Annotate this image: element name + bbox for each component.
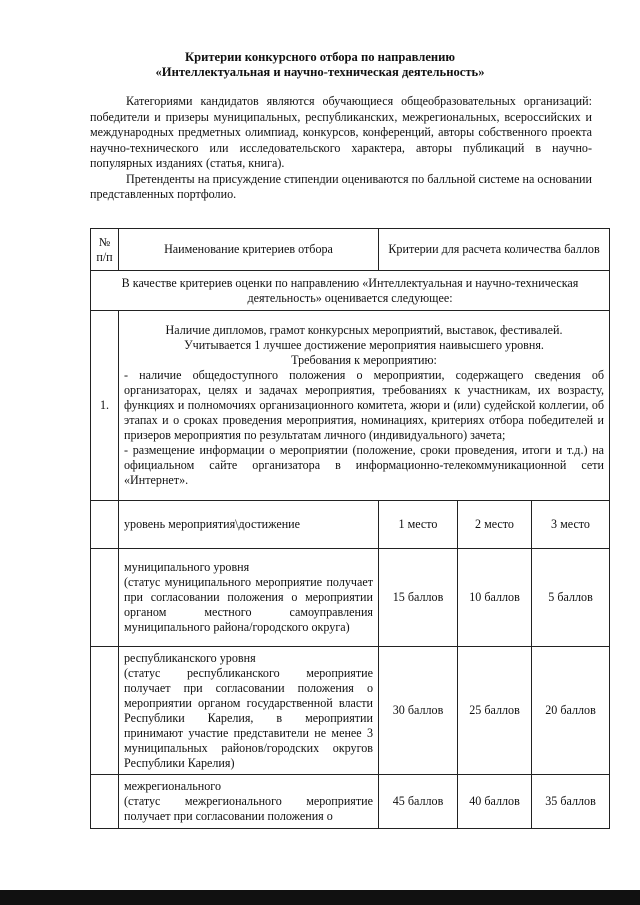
item-1-line-1: Наличие дипломов, грамот конкурсных мероприятий, выставок, фестивалей. (165, 323, 563, 337)
place-3-score: 35 баллов (532, 775, 610, 829)
place-2-score: 25 баллов (458, 647, 532, 775)
place-2-score: 10 баллов (458, 549, 532, 647)
header-number: № п/п (91, 229, 119, 271)
item-1-line-2: Учитывается 1 лучшее достижение мероприятия наивысшего уровня. (184, 338, 544, 352)
title-line-1: Критерии конкурсного отбора по направлению (184, 50, 456, 64)
levels-header-label: уровень мероприятия\достижение (119, 501, 379, 549)
level-title: межрегионального (124, 779, 221, 793)
section-intro-row (91, 271, 610, 311)
item-1-line-3: Требования к мероприятию: (291, 353, 437, 367)
level-title: муниципального уровня (124, 560, 250, 574)
level-desc: (статус межрегионального мероприятие получает при согласовании положения о (124, 794, 373, 823)
level-desc: (статус республиканского мероприятие получает при согласовании положения о мероприятии органом государственной власти Республики Карелия, в мероприятии принимают участие представители не менее 3 муниципальных районов/городских округов Республики Карелия) (124, 665, 373, 770)
item-1-description (119, 311, 610, 501)
title-line-2: «Интеллектуальная и научно-техническая деятельность» (155, 65, 485, 79)
table-header-row (91, 229, 610, 271)
level-title: республиканского уровня (124, 650, 256, 665)
item-1-requirement-2: - размещение информации о мероприятии (положение, сроки проведения, итоги и т.д.) на официальном сайте организатора в информационно-телекоммуникационной сети «Интернет». (124, 443, 605, 487)
table-row (91, 549, 610, 647)
item-1-row (91, 311, 610, 501)
criteria-table (90, 228, 610, 829)
place-1-header: 1 место (379, 501, 458, 549)
place-2-header: 2 место (458, 501, 532, 549)
level-description (119, 775, 379, 829)
place-3-score: 5 баллов (532, 549, 610, 647)
header-scoring: Критерии для расчета количества баллов (379, 229, 610, 271)
intro-text (90, 94, 592, 203)
place-1-score: 45 баллов (379, 775, 458, 829)
table-row (91, 647, 610, 775)
level-description (119, 549, 379, 647)
item-1-number: 1. (91, 311, 119, 501)
levels-header-row (91, 501, 610, 549)
scan-bottom-edge (0, 890, 640, 905)
place-1-score: 15 баллов (379, 549, 458, 647)
place-3-score: 20 баллов (532, 647, 610, 775)
level-description (119, 647, 379, 775)
page-title (0, 50, 640, 80)
level-desc: (статус муниципального мероприятие получает при согласовании положения о мероприятии органом местного самоуправления муниципального района/городского округа) (124, 575, 373, 634)
place-1-score: 30 баллов (379, 647, 458, 775)
item-1-requirement-1: - наличие общедоступного положения о мероприятии, содержащего сведения об организаторах, целях и задачах мероприятия, требованиях к участникам, их возрасту, функциях и полномочиях организационного комитета, жюри и (или) судейской коллегии, об этапах и о сроках проведения мероприятия, номинациях, критериях отбора победителей и призеров мероприятия по результатам личного (индивидуального) зачета; (124, 368, 605, 442)
section-intro: В качестве критериев оценки по направлению «Интеллектуальная и научно-техническая деятельность» оценивается следующее: (91, 271, 610, 311)
intro-paragraph-2: Претенденты на присуждение стипендии оцениваются по балльной системе на основании представленных портфолио. (90, 171, 592, 201)
place-2-score: 40 баллов (458, 775, 532, 829)
header-criteria-name: Наименование критериев отбора (119, 229, 379, 271)
place-3-header: 3 место (532, 501, 610, 549)
intro-paragraph-1: Категориями кандидатов являются обучающиеся общеобразовательных организаций: победители и призеры муниципальных, республиканских, межрегиональных, всероссийских и международных предметных олимпиад, конкурсов, конференций, авторы собственного проекта научно-технического или исследовательского характера, авторы публикаций в научно-популярных изданиях (статья, книга). (90, 94, 592, 170)
table-row (91, 775, 610, 829)
